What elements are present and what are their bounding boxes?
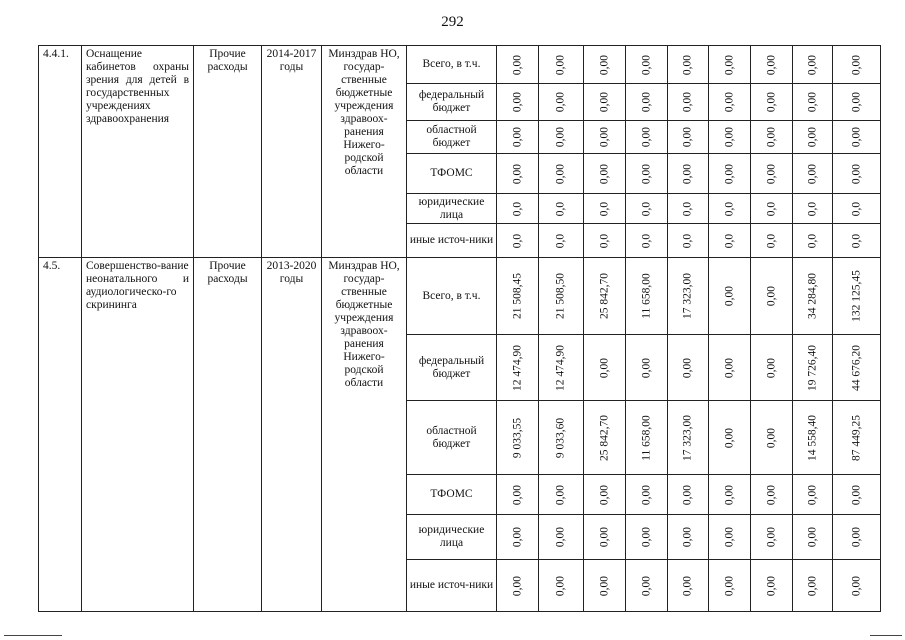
value-text: 87 449,25 — [850, 414, 862, 461]
value-text: 0,00 — [806, 126, 818, 148]
value-cell — [497, 194, 539, 224]
value-cell — [584, 560, 626, 612]
value-text: 0,00 — [765, 285, 777, 307]
value-text: 0,00 — [806, 163, 818, 184]
value-cell — [751, 194, 793, 224]
value-text: 0,0 — [765, 233, 777, 248]
value-cell — [539, 335, 584, 401]
table-row — [39, 46, 881, 84]
value-cell — [709, 84, 751, 121]
value-text: 0,00 — [598, 484, 610, 505]
expense-type-text: Прочие расходы — [207, 260, 248, 285]
value-text: 0,0 — [598, 233, 610, 248]
funding-source: областной бюджет — [407, 121, 497, 154]
value-cell — [668, 401, 709, 475]
value-text: 12 474,90 — [554, 344, 567, 391]
value-text: 0,00 — [723, 163, 735, 184]
value-cell — [626, 560, 668, 612]
value-text: 0,00 — [598, 54, 610, 75]
value-cell — [751, 121, 793, 154]
value-cell — [626, 475, 668, 515]
value-text: 0,00 — [511, 91, 523, 113]
value-text: 0,00 — [511, 54, 523, 75]
value-cell — [626, 258, 668, 335]
value-text: 0,0 — [806, 233, 818, 248]
value-cell — [497, 560, 539, 612]
value-cell — [709, 515, 751, 560]
executor — [322, 258, 407, 612]
program-table — [38, 45, 881, 612]
value-cell — [709, 401, 751, 475]
value-cell — [751, 560, 793, 612]
value-cell — [751, 84, 793, 121]
value-cell — [751, 401, 793, 475]
value-text: 0,00 — [765, 575, 777, 596]
value-text: 0,00 — [723, 484, 735, 505]
value-cell — [668, 121, 709, 154]
value-cell — [709, 475, 751, 515]
value-cell — [539, 475, 584, 515]
value-cell — [584, 335, 626, 401]
value-cell — [833, 515, 881, 560]
value-text: 0,00 — [850, 163, 862, 184]
expense-type-text: Прочие расходы — [207, 48, 248, 73]
value-cell — [626, 335, 668, 401]
value-cell — [497, 121, 539, 154]
value-cell — [751, 258, 793, 335]
value-text: 0,00 — [850, 526, 862, 548]
value-text: 0,00 — [681, 526, 694, 548]
expense-type — [194, 46, 262, 258]
value-text: 0,00 — [765, 126, 777, 148]
value-cell — [833, 84, 881, 121]
value-cell — [709, 154, 751, 194]
value-text: 0,00 — [681, 484, 694, 505]
value-text: 0,00 — [554, 526, 567, 548]
value-cell — [668, 224, 709, 258]
value-text: 0,00 — [640, 575, 652, 596]
item-name-text: Оснащение кабинетов охраны зрения для детей в государственных учреждениях здравоохранения — [86, 48, 189, 125]
value-cell — [751, 335, 793, 401]
value-cell — [626, 194, 668, 224]
item-number-text: 4.5. — [43, 260, 61, 272]
value-text: 0,0 — [511, 233, 523, 248]
value-cell — [584, 224, 626, 258]
value-cell — [497, 401, 539, 475]
value-cell — [626, 46, 668, 84]
value-text: 0,00 — [640, 526, 652, 548]
value-text: 25 842,70 — [598, 273, 610, 319]
value-cell — [793, 84, 833, 121]
value-cell — [539, 121, 584, 154]
value-text: 9 033,60 — [554, 417, 567, 458]
value-cell — [626, 515, 668, 560]
value-text: 0,00 — [640, 91, 652, 113]
value-cell — [793, 46, 833, 84]
period-text: 2013-2020 годы — [266, 260, 317, 285]
value-text: 0,00 — [554, 484, 567, 505]
executor-text: Минздрав НО, государ-ственные бюджетные учреждения здравоох-ранения Нижего-родской области — [328, 260, 400, 389]
value-cell — [584, 258, 626, 335]
value-text: 0,0 — [554, 201, 567, 216]
value-cell — [497, 335, 539, 401]
value-text: 14 558,40 — [806, 414, 818, 461]
value-cell — [793, 515, 833, 560]
value-text: 0,00 — [850, 91, 862, 113]
funding-source: иные источ-ники — [407, 224, 497, 258]
value-text: 0,00 — [511, 575, 523, 596]
value-cell — [668, 194, 709, 224]
value-text: 19 726,40 — [806, 344, 818, 391]
funding-source: областной бюджет — [407, 401, 497, 475]
period-text: 2014-2017 годы — [266, 48, 317, 73]
value-cell — [584, 121, 626, 154]
funding-source: ТФОМС — [407, 475, 497, 515]
value-cell — [668, 154, 709, 194]
value-cell — [497, 154, 539, 194]
value-cell — [833, 335, 881, 401]
value-cell — [668, 335, 709, 401]
value-cell — [668, 84, 709, 121]
value-cell — [497, 258, 539, 335]
value-text: 0,00 — [554, 163, 567, 184]
item-number — [39, 46, 82, 258]
value-cell — [751, 515, 793, 560]
value-cell — [793, 224, 833, 258]
value-cell — [793, 258, 833, 335]
item-name — [82, 46, 194, 258]
value-cell — [709, 46, 751, 84]
expense-type — [194, 258, 262, 612]
value-text: 0,00 — [681, 54, 694, 75]
value-text: 0,00 — [723, 285, 735, 307]
value-text: 0,00 — [554, 91, 567, 113]
value-cell — [539, 560, 584, 612]
value-cell — [668, 258, 709, 335]
value-text: 0,00 — [723, 54, 735, 75]
value-cell — [497, 224, 539, 258]
value-cell — [497, 475, 539, 515]
value-text: 0,00 — [640, 126, 652, 148]
value-text: 0,00 — [723, 91, 735, 113]
value-text: 0,0 — [598, 201, 610, 216]
value-text: 132 125,45 — [850, 270, 862, 322]
value-text: 0,00 — [511, 526, 523, 548]
value-cell — [626, 224, 668, 258]
value-text: 25 842,70 — [598, 414, 610, 461]
footer-rule-right — [870, 635, 902, 636]
value-text: 0,00 — [598, 126, 610, 148]
executor-text: Минздрав НО, государ-ственные бюджетные учреждения здравоох-ранения Нижего-родской области — [328, 48, 400, 177]
value-cell — [539, 258, 584, 335]
value-text: 0,0 — [681, 233, 694, 248]
value-cell — [793, 560, 833, 612]
value-cell — [584, 194, 626, 224]
value-text: 0,0 — [511, 201, 523, 216]
value-text: 17 323,00 — [681, 414, 694, 461]
footer-rule-left — [4, 635, 62, 636]
item-number-text: 4.4.1. — [43, 48, 69, 60]
value-text: 0,0 — [723, 201, 735, 216]
value-text: 0,0 — [681, 201, 694, 216]
value-cell — [709, 121, 751, 154]
value-cell — [751, 154, 793, 194]
value-text: 0,00 — [640, 357, 652, 378]
value-text: 44 676,20 — [850, 344, 862, 391]
value-text: 0,00 — [765, 427, 777, 448]
value-text: 12 474,90 — [511, 344, 523, 391]
value-cell — [497, 84, 539, 121]
value-text: 0,00 — [765, 91, 777, 113]
value-text: 0,00 — [511, 163, 523, 184]
value-cell — [668, 560, 709, 612]
item-number — [39, 258, 82, 612]
value-text: 0,00 — [765, 357, 777, 378]
funding-source: федеральный бюджет — [407, 335, 497, 401]
value-text: 0,00 — [806, 484, 818, 505]
funding-source: иные источ-ники — [407, 560, 497, 612]
value-text: 0,00 — [765, 163, 777, 184]
value-text: 0,00 — [598, 163, 610, 184]
value-cell — [668, 515, 709, 560]
value-cell — [793, 335, 833, 401]
value-text: 0,00 — [723, 575, 735, 596]
value-text: 0,00 — [640, 54, 652, 75]
value-cell — [539, 224, 584, 258]
value-text: 0,00 — [554, 126, 567, 148]
value-text: 0,00 — [681, 91, 694, 113]
value-text: 0,00 — [806, 526, 818, 548]
value-text: 0,00 — [806, 91, 818, 113]
value-text: 0,00 — [554, 575, 567, 596]
value-cell — [751, 475, 793, 515]
value-cell — [833, 475, 881, 515]
period — [262, 46, 322, 258]
period — [262, 258, 322, 612]
value-cell — [833, 401, 881, 475]
value-text: 0,00 — [681, 357, 694, 378]
value-text: 0,00 — [765, 54, 777, 75]
value-text: 0,00 — [850, 54, 862, 75]
value-cell — [626, 121, 668, 154]
value-cell — [751, 46, 793, 84]
value-text: 11 658,00 — [640, 414, 652, 461]
value-cell — [584, 46, 626, 84]
value-cell — [584, 84, 626, 121]
value-cell — [497, 46, 539, 84]
funding-source: ТФОМС — [407, 154, 497, 194]
value-cell — [584, 515, 626, 560]
value-cell — [584, 475, 626, 515]
funding-source: юридические лица — [407, 194, 497, 224]
value-text: 0,00 — [640, 163, 652, 184]
value-text: 0,0 — [640, 201, 652, 216]
value-text: 0,00 — [511, 484, 523, 505]
value-text: 0,00 — [806, 575, 818, 596]
funding-source: федеральный бюджет — [407, 84, 497, 121]
value-cell — [584, 154, 626, 194]
value-text: 0,00 — [554, 54, 567, 75]
value-cell — [793, 194, 833, 224]
value-cell — [833, 194, 881, 224]
value-text: 0,00 — [640, 484, 652, 505]
value-text: 0,0 — [765, 201, 777, 216]
value-cell — [833, 154, 881, 194]
value-cell — [626, 401, 668, 475]
value-cell — [668, 46, 709, 84]
value-cell — [793, 154, 833, 194]
value-text: 0,00 — [598, 357, 610, 378]
value-text: 0,0 — [723, 233, 735, 248]
value-cell — [793, 401, 833, 475]
funding-source: юридические лица — [407, 515, 497, 560]
value-text: 0,00 — [598, 575, 610, 596]
value-cell — [539, 194, 584, 224]
value-cell — [626, 154, 668, 194]
value-text: 0,0 — [554, 233, 567, 248]
value-cell — [793, 121, 833, 154]
value-text: 9 033,55 — [511, 417, 523, 458]
value-text: 0,00 — [723, 427, 735, 448]
value-text: 0,00 — [681, 126, 694, 148]
value-text: 0,0 — [640, 233, 652, 248]
value-text: 0,00 — [765, 484, 777, 505]
value-cell — [626, 84, 668, 121]
value-cell — [539, 46, 584, 84]
value-cell — [497, 515, 539, 560]
value-cell — [709, 335, 751, 401]
value-cell — [709, 194, 751, 224]
value-cell — [539, 154, 584, 194]
value-text: 17 323,00 — [681, 273, 694, 319]
value-cell — [668, 475, 709, 515]
value-cell — [709, 224, 751, 258]
value-cell — [539, 401, 584, 475]
table-row — [39, 258, 881, 335]
value-text: 11 658,00 — [640, 273, 652, 319]
page-number: 292 — [441, 14, 464, 30]
value-text: 0,0 — [850, 201, 862, 216]
value-cell — [833, 46, 881, 84]
value-text: 0,00 — [511, 126, 523, 148]
value-cell — [833, 224, 881, 258]
value-text: 34 284,80 — [806, 273, 818, 319]
value-text: 0,00 — [850, 484, 862, 505]
value-cell — [709, 560, 751, 612]
value-text: 0,00 — [598, 91, 610, 113]
value-text: 21 508,45 — [511, 273, 523, 319]
value-text: 0,00 — [723, 357, 735, 378]
value-text: 0,00 — [765, 526, 777, 548]
funding-source: Всего, в т.ч. — [407, 46, 497, 84]
value-text: 0,0 — [806, 201, 818, 216]
value-text: 0,0 — [850, 233, 862, 248]
item-name — [82, 258, 194, 612]
value-cell — [793, 475, 833, 515]
value-text: 0,00 — [598, 526, 610, 548]
value-text: 0,00 — [681, 163, 694, 184]
value-text: 0,00 — [806, 54, 818, 75]
executor — [322, 46, 407, 258]
value-text: 0,00 — [850, 575, 862, 596]
value-cell — [709, 258, 751, 335]
value-text: 0,00 — [723, 526, 735, 548]
value-text: 0,00 — [681, 575, 694, 596]
value-text: 0,00 — [723, 126, 735, 148]
item-name-text: Совершенство-вание неонатального и аудиологическо-го скрининга — [86, 260, 189, 311]
value-cell — [539, 84, 584, 121]
value-cell — [833, 258, 881, 335]
value-cell — [833, 121, 881, 154]
value-cell — [751, 224, 793, 258]
value-text: 21 508,50 — [554, 273, 567, 319]
value-cell — [584, 401, 626, 475]
funding-source: Всего, в т.ч. — [407, 258, 497, 335]
value-text: 0,00 — [850, 126, 862, 148]
value-cell — [539, 515, 584, 560]
value-cell — [833, 560, 881, 612]
